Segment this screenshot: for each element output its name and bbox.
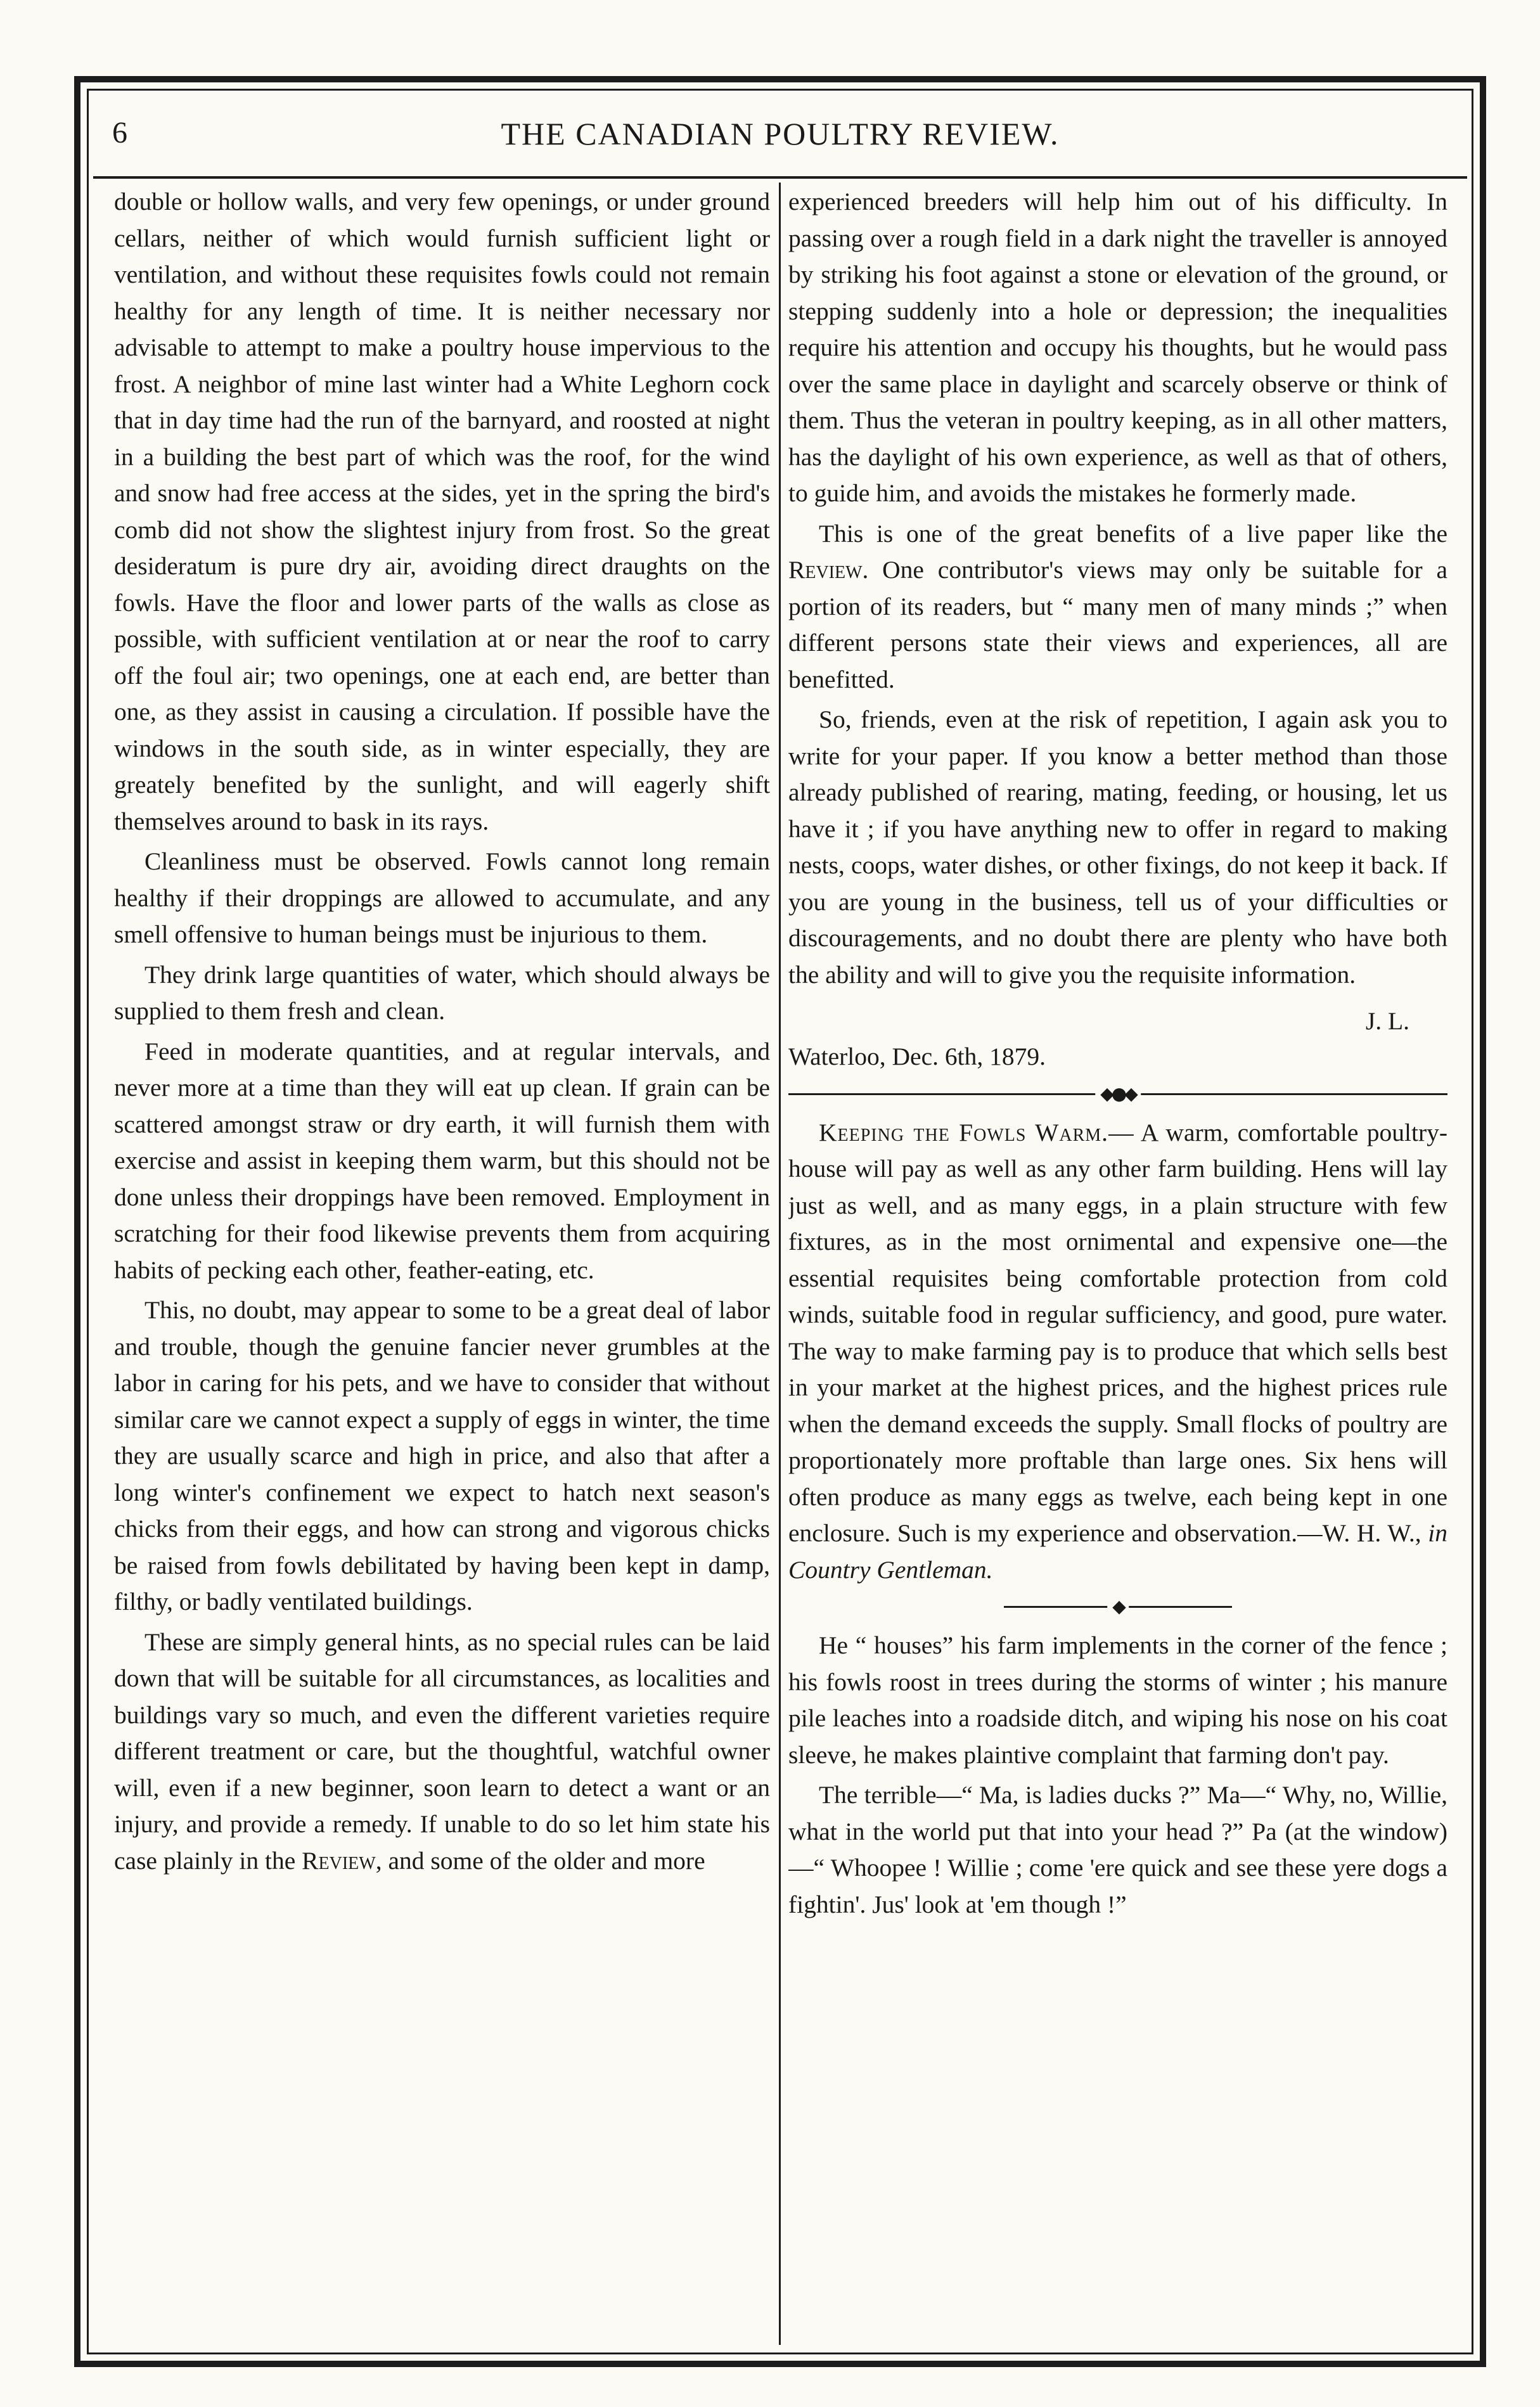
paragraph: The terrible—“ Ma, is ladies ducks ?” Ma—“ Why, no, Willie, what in the world put that into your head ?” Pa (at the window)—“ Whoopee ! Willie ; come 'ere quick and see these yere dogs a fightin'. Jus' look at 'em though !” — [788, 1781, 1447, 1918]
right-column — [788, 184, 1447, 2339]
diamond-ornament-icon: ◆ — [1107, 1597, 1129, 1616]
paragraph: So, friends, even at the risk of repetition, I again ask you to write for your paper. If you know a better method than those already published of rearing, mating, feeding, or housing, let us have it ; if you have anything new to offer in regard to making nests, coops, water dishes, or other fixings, do not keep it back. If you are young in the business, tell us of your difficulties or discouragements, and no doubt there are plenty who have both the ability and will to give you the requisite information. — [788, 705, 1447, 989]
page-number: 6 — [112, 116, 127, 150]
paragraph: Feed in moderate quantities, and at regular intervals, and never more at a time than they will eat up clean. If grain can be scattered amongst straw or dry earth, it will furnish them with exercise and assist in keeping them warm, but this should not be done unless their droppings have been removed. Employment in scratching for their food likewise prevents them from acquiring habits of pecking each other, feather-eating, etc. — [114, 1037, 770, 1284]
signature-place-date: Waterloo, Dec. 6th, 1879. — [788, 1043, 1046, 1070]
paragraph: They drink large quantities of water, which should always be supplied to them fresh and clean. — [114, 960, 770, 1025]
review-name: Review — [788, 556, 863, 584]
left-column — [114, 184, 770, 2339]
signature-initials: J. L. — [1365, 1007, 1409, 1035]
ornament-icon: ◆●◆ — [1095, 1084, 1141, 1103]
page-header — [93, 108, 1467, 165]
paragraph: Cleanliness must be observed. Fowls cannot long remain healthy if their droppings are allowed to accumulate, and any smell offensive to human beings must be injurious to them. — [114, 847, 770, 948]
paragraph — [788, 516, 1447, 698]
text-run: — A warm, comfortable poultry-house will pay as well as any other farm building. Hens will lay just as well, and as many eggs, in a plain structure with few fixtures, as in the most ornimental and expensive one—the essential requisites being comfortable protection from cold winds, suitable food in regular sufficiency, and good, pure water. The way to make farming pay is to produce that which sells best in your market at the highest prices, and the highest prices rule when the demand exceeds the supply. Small flocks of poultry are proportionately more proftable than large ones. Six hens will often produce as many eggs as twelve, each being kept in one enclosure. Such is my experience and observation.—W. H. W., — [788, 1118, 1447, 1547]
column-divider — [779, 183, 781, 2345]
signature-block — [788, 1003, 1447, 1039]
text-run: This is one of the great benefits of a live paper like the — [819, 519, 1447, 548]
text-run: , and some of the older and more — [375, 1846, 705, 1875]
running-title: THE CANADIAN POULTRY REVIEW. — [501, 116, 1060, 151]
paragraph — [114, 1624, 770, 1880]
article-source: in Country Gentleman. — [788, 1519, 1447, 1584]
article-paragraph — [788, 1115, 1447, 1589]
review-name: Review — [302, 1846, 376, 1875]
section-separator — [788, 1082, 1447, 1107]
paragraph: experienced breeders will help him out of his difficulty. In passing over a rough field in a dark night the traveller is annoyed by striking his foot against a stone or elevation of the ground, or stepping suddenly into a hole or depression; the inequalities require his attention and occupy his thoughts, but he would pass over the same place in daylight and scarcely observe or think of them. Thus the veteran in poultry keeping, as in all other matters, has the daylight of his own experience, as well as that of others, to guide him, and avoids the mistakes he formerly made. — [788, 188, 1447, 507]
paragraph: This, no doubt, may appear to some to be a great deal of labor and trouble, though the genuine fancier never grumbles at the labor in caring for his pets, and we have to consider that without similar care we cannot expect a supply of eggs in winter, the time they are usually scarce and high in price, and also that after a long winter's confinement we expect to hatch next season's chicks from their eggs, and how can strong and vigorous chicks be raised from fowls debilitated by having been kept in damp, filthy, or badly ventilated buildings. — [114, 1296, 770, 1615]
section-separator — [788, 1595, 1447, 1620]
paragraph: double or hollow walls, and very few openings, or under ground cellars, neither of which would furnish sufficient light or ventilation, and without these requisites fowls could not remain healthy for any length of time. It is neither necessary nor advisable to attempt to make a poultry house impervious to the frost. A neighbor of mine last winter had a White Leghorn cock that in day time had the run of the barnyard, and roosted at night in a building the best part of which was the roof, for the wind and snow had free access at the sides, yet in the spring the bird's comb did not show the slightest injury from frost. So the great desideratum is pure dry air, avoiding direct draughts on the fowls. Have the floor and lower parts of the walls as close as possible, with sufficient ventilation at or near the roof to carry off the foul air; two openings, one at each end, are better than one, as they assist in causing a circulation. If possible have the windows in the south side, as in winter especially, they are greately benefited by the sunlight, and will eagerly shift themselves around to bask in its rays. — [114, 188, 770, 835]
text-run: These are simply general hints, as no special rules can be laid down that will be suitable for all circumstances, as localities and buildings vary so much, and even the different varieties require different treatment or care, but the thoughtful, watchful owner will, even if a new beginner, soon learn to detect a want or an injury, and provide a remedy. If unable to do so let him state his case plainly in the — [114, 1627, 770, 1875]
paragraph: He “ houses” his farm implements in the corner of the fence ; his fowls roost in trees during the storms of winter ; his manure pile leaches into a roadside ditch, and wiping his nose on his coat sleeve, he makes plaintive complaint that farming don't pay. — [788, 1631, 1447, 1769]
header-rule — [93, 176, 1467, 179]
text-run: . One contributor's views may only be suitable for a portion of its readers, but “ many men of many minds ;” when different persons state their views and experiences, all are benefitted. — [788, 556, 1447, 693]
article-headline: Keeping the Fowls Warm. — [819, 1118, 1109, 1146]
